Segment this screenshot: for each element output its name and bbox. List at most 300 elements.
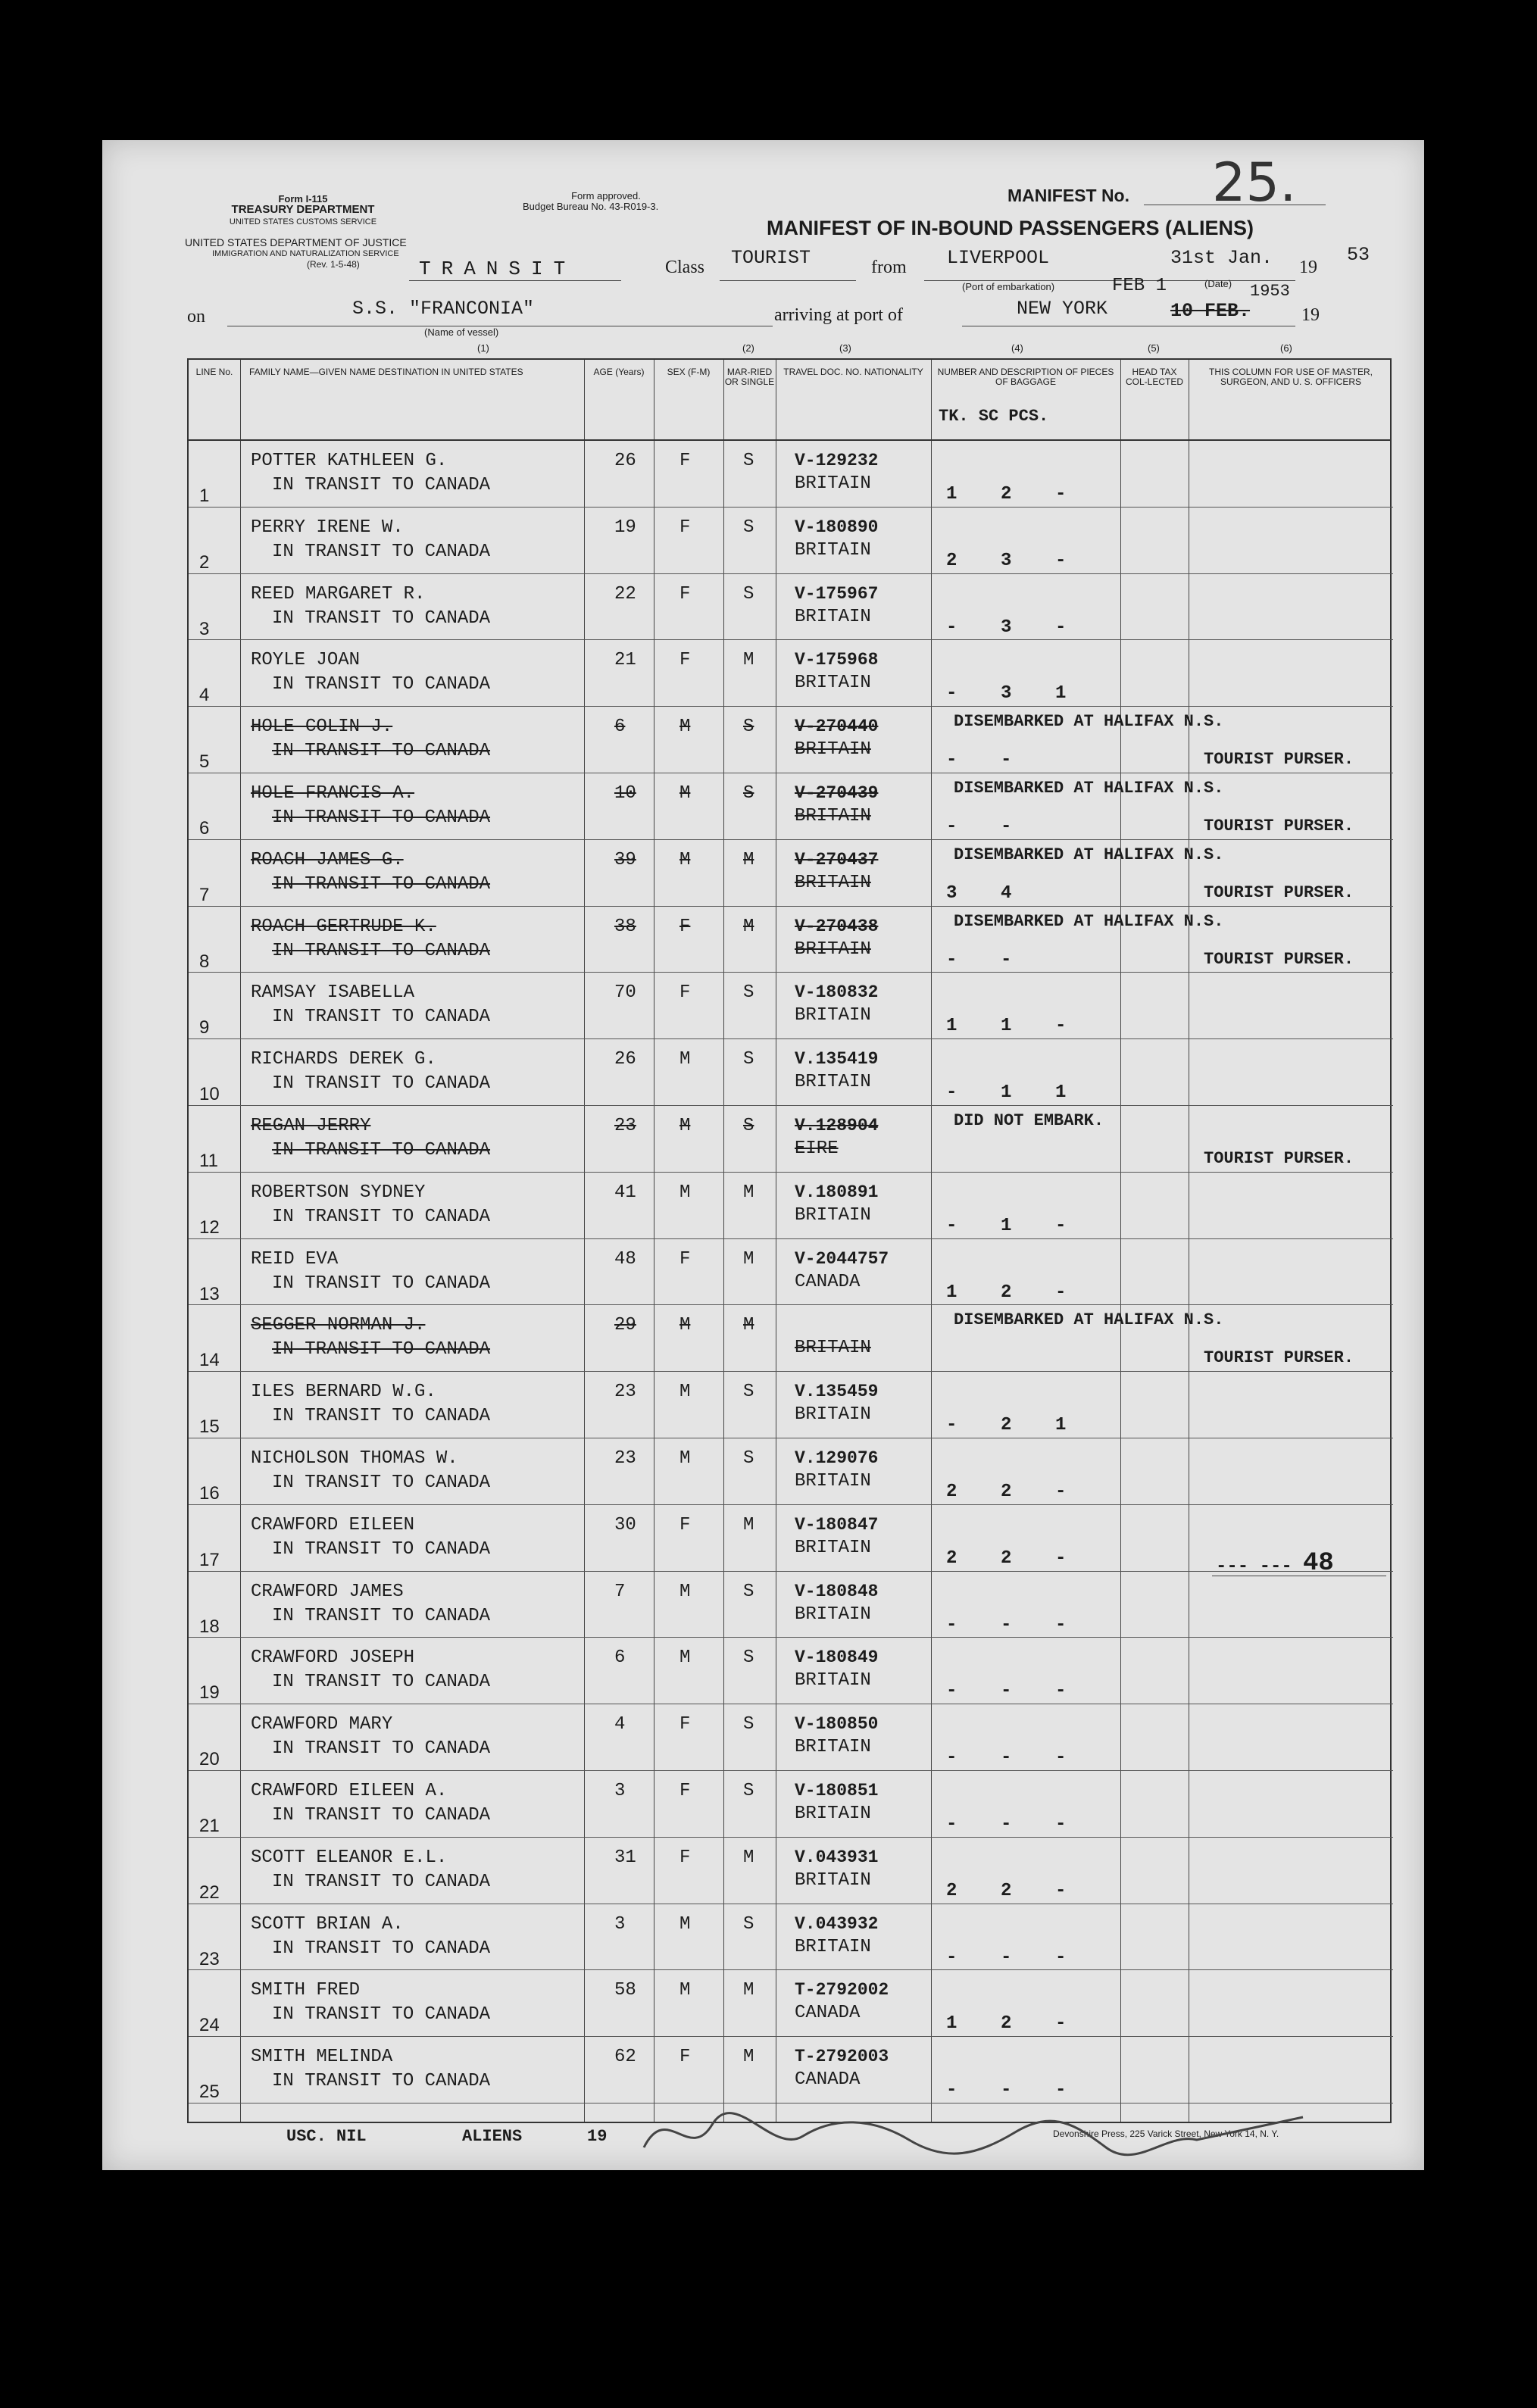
- dept-justice: UNITED STATES DEPARTMENT OF JUSTICE: [185, 236, 407, 248]
- passenger-name: SCOTT ELEANOR E.L.: [251, 1847, 448, 1868]
- passenger-name: CRAWFORD EILEEN A.: [251, 1781, 448, 1801]
- nationality: BRITAIN: [795, 539, 871, 561]
- passenger-row: [189, 1105, 1393, 1172]
- passenger-sex: M: [679, 783, 691, 804]
- baggage-count: 3 4: [946, 882, 1012, 904]
- passenger-sex: M: [679, 1980, 691, 2001]
- passenger-row: [189, 1172, 1393, 1238]
- disembark-note: DISEMBARKED AT HALIFAX N.S.: [954, 845, 1224, 864]
- header-travel-doc: TRAVEL DOC. NO. NATIONALITY: [783, 367, 923, 377]
- line-number: 23: [199, 1948, 220, 1969]
- passenger-age: 19: [614, 517, 636, 538]
- passenger-row: [189, 1637, 1393, 1704]
- passenger-row: [189, 839, 1393, 906]
- departure-date: 31st Jan.: [1170, 247, 1273, 269]
- nationality: BRITAIN: [795, 1338, 871, 1359]
- aliens-count: 19: [587, 2127, 608, 2146]
- passenger-sex: F: [679, 650, 691, 671]
- passenger-destination: IN TRANSIT TO CANADA: [272, 2071, 491, 2092]
- passenger-row: [189, 1438, 1393, 1504]
- baggage-count: 2 2 -: [946, 1548, 1067, 1569]
- travel-document: V-175968: [795, 650, 879, 670]
- year-prefix-2: 19: [1301, 305, 1320, 325]
- passenger-sex: M: [679, 1315, 691, 1336]
- passenger-marital-status: M: [743, 849, 754, 870]
- aliens-label: ALIENS: [462, 2127, 523, 2146]
- passenger-destination: IN TRANSIT TO CANADA: [272, 741, 491, 762]
- passenger-marital-status: S: [743, 1781, 754, 1801]
- passenger-destination: IN TRANSIT TO CANADA: [272, 1206, 491, 1227]
- line-number: 4: [199, 685, 210, 706]
- passenger-age: 41: [614, 1182, 636, 1203]
- passenger-name: ROBERTSON SYDNEY: [251, 1182, 426, 1203]
- transit-label: TRANSIT: [419, 258, 576, 280]
- passenger-marital-status: S: [743, 451, 754, 471]
- side-note: 48: [1303, 1549, 1334, 1578]
- customs-service: UNITED STATES CUSTOMS SERVICE: [229, 217, 377, 226]
- passenger-destination: IN TRANSIT TO CANADA: [272, 1339, 491, 1360]
- baggage-count: 1 2 -: [946, 2013, 1067, 2035]
- passenger-age: 23: [614, 1116, 636, 1136]
- port-embarkation-note: (Port of embarkation): [962, 281, 1055, 292]
- line-number: 12: [199, 1216, 220, 1238]
- passenger-row: [189, 906, 1393, 973]
- passenger-destination: IN TRANSIT TO CANADA: [272, 1073, 491, 1095]
- passenger-marital-status: M: [743, 1847, 754, 1868]
- passenger-name: PERRY IRENE W.: [251, 517, 404, 538]
- travel-document: V-180848: [795, 1581, 879, 1601]
- passenger-row: [189, 972, 1393, 1038]
- budget-bureau: Budget Bureau No. 43-R019-3.: [523, 201, 659, 212]
- travel-document: V-180832: [795, 982, 879, 1003]
- passenger-age: 39: [614, 849, 636, 870]
- passenger-marital-status: S: [743, 1116, 754, 1136]
- travel-document: V-270439: [795, 783, 879, 803]
- passenger-age: 7: [614, 1581, 626, 1602]
- class-value: TOURIST: [731, 247, 811, 269]
- travel-document: T-2792003: [795, 2047, 889, 2067]
- baggage-count: - -: [946, 750, 1012, 771]
- passenger-destination: IN TRANSIT TO CANADA: [272, 607, 491, 629]
- passenger-destination: IN TRANSIT TO CANADA: [272, 2004, 491, 2025]
- passenger-name: POTTER KATHLEEN G.: [251, 451, 448, 471]
- passenger-row: [189, 1704, 1393, 1770]
- passenger-age: 29: [614, 1315, 636, 1336]
- form-number: Form I-115: [278, 193, 328, 205]
- passenger-destination: IN TRANSIT TO CANADA: [272, 1938, 491, 1959]
- passenger-name: HOLE FRANCIS A.: [251, 783, 415, 804]
- passenger-name: HOLE COLIN J.: [251, 717, 393, 738]
- treasury-dept: TREASURY DEPARTMENT: [231, 203, 375, 216]
- travel-document: V-2044757: [795, 1248, 889, 1269]
- nationality: BRITAIN: [795, 1005, 871, 1026]
- nationality: BRITAIN: [795, 1072, 871, 1093]
- passenger-name: REED MARGARET R.: [251, 583, 426, 604]
- passenger-destination: IN TRANSIT TO CANADA: [272, 807, 491, 828]
- passenger-age: 6: [614, 717, 626, 738]
- line-number: 22: [199, 1882, 220, 1903]
- nationality: EIRE: [795, 1138, 839, 1159]
- nationality: CANADA: [795, 1271, 861, 1292]
- passenger-name: CRAWFORD JOSEPH: [251, 1647, 415, 1669]
- line-number: 8: [199, 951, 210, 972]
- passenger-row: [189, 1837, 1393, 1904]
- passenger-marital-status: S: [743, 982, 754, 1004]
- baggage-count: 1 2 -: [946, 484, 1067, 504]
- passenger-sex: F: [679, 982, 691, 1004]
- ins-service: IMMIGRATION AND NATURALIZATION SERVICE: [212, 249, 399, 258]
- line-number: 17: [199, 1549, 220, 1570]
- passenger-row: [189, 440, 1393, 507]
- passenger-sex: F: [679, 1514, 691, 1535]
- passenger-age: 4: [614, 1714, 626, 1735]
- passenger-marital-status: S: [743, 583, 754, 604]
- nationality: BRITAIN: [795, 1604, 871, 1625]
- baggage-count: - - -: [946, 1747, 1067, 1769]
- nationality: BRITAIN: [795, 1471, 871, 1491]
- baggage-count: 2 3 -: [946, 550, 1067, 571]
- purser-note: TOURIST PURSER.: [1204, 817, 1354, 835]
- passenger-name: CRAWFORD MARY: [251, 1714, 393, 1735]
- baggage-count: - 1 -: [946, 1215, 1067, 1236]
- col-num-1: (1): [477, 342, 489, 354]
- year-suffix: 53: [1347, 244, 1370, 266]
- baggage-count: - - -: [946, 1947, 1067, 1968]
- passenger-row: [189, 1904, 1393, 1970]
- disembark-note: DISEMBARKED AT HALIFAX N.S.: [954, 779, 1224, 798]
- col-num-2: (2): [742, 342, 754, 354]
- stamp-date-label: (Date): [1204, 278, 1232, 289]
- nationality: BRITAIN: [795, 1204, 871, 1226]
- passenger-destination: IN TRANSIT TO CANADA: [272, 1538, 491, 1560]
- passenger-age: 23: [614, 1448, 636, 1469]
- line-number: 18: [199, 1616, 220, 1637]
- passenger-row: [189, 2036, 1393, 2103]
- travel-document: V-180849: [795, 1647, 879, 1668]
- travel-document: V-270440: [795, 717, 879, 737]
- nationality: BRITAIN: [795, 1804, 871, 1824]
- manifest-title: MANIFEST OF IN-BOUND PASSENGERS (ALIENS): [767, 217, 1254, 239]
- header-age: AGE (Years): [593, 367, 645, 377]
- passenger-marital-status: M: [743, 1514, 754, 1535]
- passenger-row: [189, 1238, 1393, 1305]
- passenger-destination: IN TRANSIT TO CANADA: [272, 1738, 491, 1760]
- passenger-name: ILES BERNARD W.G.: [251, 1382, 436, 1403]
- passenger-row: [189, 1571, 1393, 1638]
- passenger-row: [189, 639, 1393, 706]
- on-label: on: [187, 307, 205, 326]
- passenger-row: [189, 1770, 1393, 1837]
- passenger-destination: IN TRANSIT TO CANADA: [272, 475, 491, 495]
- from-value: LIVERPOOL: [947, 247, 1050, 269]
- passenger-age: 26: [614, 1049, 636, 1070]
- passenger-marital-status: M: [743, 1980, 754, 2001]
- line-number: 24: [199, 2015, 220, 2036]
- header-head-tax: HEAD TAX COL-LECTED: [1125, 367, 1183, 387]
- nationality: BRITAIN: [795, 739, 871, 761]
- passenger-sex: M: [679, 1049, 691, 1070]
- travel-document: V-270437: [795, 849, 879, 870]
- passenger-sex: M: [679, 1116, 691, 1136]
- travel-document: V.043931: [795, 1847, 879, 1867]
- officer-signature: [621, 2094, 1318, 2178]
- nationality: CANADA: [795, 2003, 861, 2024]
- line-number: 9: [199, 1017, 210, 1038]
- nationality: BRITAIN: [795, 872, 871, 893]
- line-number: 20: [199, 1749, 220, 1770]
- travel-document: V-129232: [795, 451, 879, 470]
- passenger-marital-status: M: [743, 916, 754, 937]
- passenger-sex: F: [679, 517, 691, 538]
- passenger-age: 10: [614, 783, 636, 804]
- col-num-6: (6): [1280, 342, 1292, 354]
- passenger-destination: IN TRANSIT TO CANADA: [272, 873, 491, 895]
- passenger-row: [189, 1038, 1393, 1105]
- passenger-sex: F: [679, 1714, 691, 1735]
- line-number: 21: [199, 1816, 220, 1836]
- from-label: from: [871, 258, 907, 277]
- year-prefix: 19: [1299, 258, 1317, 277]
- nationality: CANADA: [795, 2069, 861, 2091]
- passenger-destination: IN TRANSIT TO CANADA: [272, 1406, 491, 1427]
- passenger-age: 22: [614, 583, 636, 604]
- passenger-sex: M: [679, 1182, 691, 1203]
- disembark-note: DISEMBARKED AT HALIFAX N.S.: [954, 1310, 1224, 1330]
- baggage-count: - -: [946, 949, 1012, 970]
- travel-document: V-180851: [795, 1781, 879, 1801]
- baggage-count: - - -: [946, 1814, 1067, 1835]
- baggage-count: - - -: [946, 2080, 1067, 2101]
- passenger-name: NICHOLSON THOMAS W.: [251, 1448, 458, 1469]
- travel-document: V-180850: [795, 1714, 879, 1735]
- travel-document: V.135459: [795, 1382, 879, 1402]
- line-number: 13: [199, 1283, 220, 1304]
- passenger-sex: M: [679, 849, 691, 870]
- header-baggage: NUMBER AND DESCRIPTION OF PIECES OF BAGGAGE: [937, 367, 1114, 387]
- passenger-destination: IN TRANSIT TO CANADA: [272, 674, 491, 695]
- col-num-5: (5): [1148, 342, 1160, 354]
- passenger-name: ROACH GERTRUDE K.: [251, 916, 436, 937]
- manifest-number: 25.: [1212, 151, 1297, 214]
- passenger-name: CRAWFORD JAMES: [251, 1581, 404, 1602]
- header-line-no: LINE No.: [195, 367, 233, 377]
- class-label: Class: [665, 258, 705, 277]
- baggage-count: 1 2 -: [946, 1282, 1067, 1303]
- passenger-marital-status: S: [743, 1049, 754, 1070]
- travel-document: V-180847: [795, 1514, 879, 1535]
- passenger-marital-status: M: [743, 650, 754, 671]
- passenger-sex: M: [679, 1448, 691, 1469]
- passenger-marital-status: M: [743, 1248, 754, 1270]
- passenger-age: 38: [614, 916, 636, 937]
- header-officers: THIS COLUMN FOR USE OF MASTER, SURGEON, AND U. S. OFFICERS: [1208, 367, 1373, 387]
- printer-imprint: Devonshire Press, 225 Varick Street, New York 14, N. Y.: [1053, 2128, 1279, 2139]
- nationality: BRITAIN: [795, 1404, 871, 1426]
- purser-note: TOURIST PURSER.: [1204, 949, 1354, 969]
- passenger-marital-status: M: [743, 2047, 754, 2068]
- passenger-destination: IN TRANSIT TO CANADA: [272, 1473, 491, 1493]
- nationality: BRITAIN: [795, 473, 871, 494]
- passenger-name: REGAN JERRY: [251, 1116, 371, 1136]
- passenger-row: [189, 1371, 1393, 1438]
- vessel-name: S.S. "FRANCONIA": [352, 298, 535, 320]
- stamp-date: FEB 1: [1112, 276, 1167, 296]
- line-number: 19: [199, 1682, 220, 1704]
- travel-document: V.129076: [795, 1448, 879, 1468]
- passenger-age: 62: [614, 2047, 636, 2068]
- line-number: 25: [199, 2082, 220, 2103]
- line-number: 10: [199, 1084, 220, 1105]
- nationality: BRITAIN: [795, 1936, 871, 1957]
- passenger-age: 58: [614, 1980, 636, 2001]
- passenger-sex: F: [679, 451, 691, 471]
- passenger-age: 26: [614, 451, 636, 471]
- passenger-marital-status: S: [743, 1913, 754, 1935]
- passenger-row: [189, 773, 1393, 839]
- baggage-count: 2 2 -: [946, 1880, 1067, 1901]
- passenger-sex: M: [679, 1647, 691, 1669]
- passenger-sex: M: [679, 717, 691, 738]
- nationality: BRITAIN: [795, 939, 871, 960]
- line-number: 2: [199, 551, 210, 573]
- line-number: 15: [199, 1416, 220, 1438]
- travel-document: V.043932: [795, 1913, 879, 1934]
- passenger-marital-status: M: [743, 1315, 754, 1336]
- arrival-port: NEW YORK: [1017, 298, 1108, 320]
- manifest-no-label: MANIFEST No.: [1007, 186, 1129, 205]
- purser-note: TOURIST PURSER.: [1204, 882, 1354, 902]
- line-number: 1: [199, 486, 210, 506]
- travel-document: V.180891: [795, 1182, 879, 1202]
- line-number: 5: [199, 751, 210, 773]
- passenger-name: SCOTT BRIAN A.: [251, 1913, 404, 1935]
- passenger-sex: F: [679, 1781, 691, 1801]
- passenger-marital-status: S: [743, 1714, 754, 1735]
- line-number: 11: [199, 1151, 218, 1171]
- passenger-age: 31: [614, 1847, 636, 1868]
- revision: (Rev. 1-5-48): [307, 259, 360, 270]
- side-dash: --- ---: [1216, 1557, 1292, 1577]
- baggage-count: - 3 -: [946, 617, 1067, 638]
- passenger-name: ROACH JAMES G.: [251, 849, 404, 870]
- purser-note: TOURIST PURSER.: [1204, 750, 1354, 770]
- passenger-marital-status: S: [743, 1382, 754, 1403]
- nationality: BRITAIN: [795, 1670, 871, 1691]
- passenger-age: 21: [614, 650, 636, 671]
- passenger-age: 30: [614, 1514, 636, 1535]
- passenger-destination: IN TRANSIT TO CANADA: [272, 1672, 491, 1693]
- passenger-row: [189, 1969, 1393, 2036]
- nationality: BRITAIN: [795, 1737, 871, 1758]
- passenger-name: RICHARDS DEREK G.: [251, 1049, 436, 1070]
- passenger-destination: IN TRANSIT TO CANADA: [272, 1605, 491, 1626]
- line-number: 3: [199, 618, 210, 639]
- passenger-marital-status: S: [743, 1448, 754, 1469]
- purser-note: TOURIST PURSER.: [1204, 1348, 1354, 1368]
- line-number: 16: [199, 1483, 220, 1504]
- passenger-marital-status: S: [743, 717, 754, 738]
- passenger-sex: F: [679, 1847, 691, 1868]
- passenger-sex: F: [679, 916, 691, 937]
- passenger-marital-status: M: [743, 1182, 754, 1203]
- nationality: BRITAIN: [795, 806, 871, 826]
- line-number: 14: [199, 1350, 220, 1371]
- baggage-count: 1 1 -: [946, 1016, 1067, 1037]
- passenger-age: 48: [614, 1248, 636, 1270]
- travel-document: V-175967: [795, 583, 879, 604]
- header-married: MAR-RIED OR SINGLE: [724, 367, 775, 387]
- passenger-destination: IN TRANSIT TO CANADA: [272, 541, 491, 562]
- header-sex: SEX (F-M): [667, 367, 711, 377]
- passenger-marital-status: S: [743, 1647, 754, 1669]
- vessel-note: (Name of vessel): [424, 326, 499, 338]
- passenger-name: SEGGER NORMAN J.: [251, 1315, 426, 1336]
- form-approved: Form approved.: [571, 190, 641, 201]
- arrival-date: 10 FEB.: [1170, 300, 1251, 322]
- travel-document: V-180890: [795, 517, 879, 537]
- line-number: 6: [199, 818, 210, 839]
- passenger-age: 3: [614, 1781, 626, 1801]
- passenger-marital-status: S: [743, 1581, 754, 1602]
- passenger-sex: F: [679, 1248, 691, 1270]
- passenger-row: [189, 1504, 1393, 1571]
- passenger-sex: M: [679, 1581, 691, 1602]
- header-baggage-sub: TK. SC PCS.: [939, 407, 1049, 426]
- purser-note: TOURIST PURSER.: [1204, 1149, 1354, 1168]
- passenger-destination: IN TRANSIT TO CANADA: [272, 1273, 491, 1294]
- nationality: BRITAIN: [795, 1869, 871, 1891]
- usc-label: USC. NIL: [286, 2127, 367, 2146]
- baggage-count: - 3 1: [946, 683, 1067, 704]
- passenger-name: ROYLE JOAN: [251, 650, 361, 671]
- passenger-name: CRAWFORD EILEEN: [251, 1514, 415, 1535]
- passenger-destination: IN TRANSIT TO CANADA: [272, 1007, 491, 1028]
- header-name: FAMILY NAME—GIVEN NAME DESTINATION IN UNITED STATES: [249, 367, 523, 377]
- passenger-destination: IN TRANSIT TO CANADA: [272, 940, 491, 961]
- nationality: BRITAIN: [795, 606, 871, 627]
- passenger-name: SMITH FRED: [251, 1980, 361, 2001]
- passenger-marital-status: S: [743, 517, 754, 538]
- col-num-3: (3): [839, 342, 851, 354]
- disembark-note: DISEMBARKED AT HALIFAX N.S.: [954, 712, 1224, 732]
- passenger-age: 3: [614, 1913, 626, 1935]
- passenger-name: REID EVA: [251, 1248, 339, 1270]
- disembark-note: DID NOT EMBARK.: [954, 1111, 1104, 1130]
- passenger-destination: IN TRANSIT TO CANADA: [272, 1140, 491, 1160]
- passenger-marital-status: S: [743, 783, 754, 804]
- col-num-4: (4): [1011, 342, 1023, 354]
- baggage-count: - - -: [946, 1681, 1067, 1702]
- travel-document: T-2792002: [795, 1980, 889, 2000]
- travel-document: V.135419: [795, 1049, 879, 1070]
- travel-document: V.128904: [795, 1116, 879, 1135]
- passenger-age: 70: [614, 982, 636, 1004]
- baggage-count: - 2 1: [946, 1415, 1067, 1436]
- passenger-row: [189, 573, 1393, 640]
- passenger-age: 23: [614, 1382, 636, 1403]
- baggage-count: 2 2 -: [946, 1482, 1067, 1502]
- passenger-row: [189, 507, 1393, 573]
- travel-document: V-270438: [795, 916, 879, 936]
- baggage-count: - 1 1: [946, 1082, 1067, 1104]
- line-number: 7: [199, 884, 210, 905]
- baggage-count: - -: [946, 817, 1012, 837]
- baggage-count: - - -: [946, 1614, 1067, 1635]
- passenger-name: SMITH MELINDA: [251, 2047, 393, 2068]
- disembark-note: DISEMBARKED AT HALIFAX N.S.: [954, 911, 1224, 931]
- passenger-name: RAMSAY ISABELLA: [251, 982, 415, 1004]
- passenger-sex: M: [679, 1382, 691, 1403]
